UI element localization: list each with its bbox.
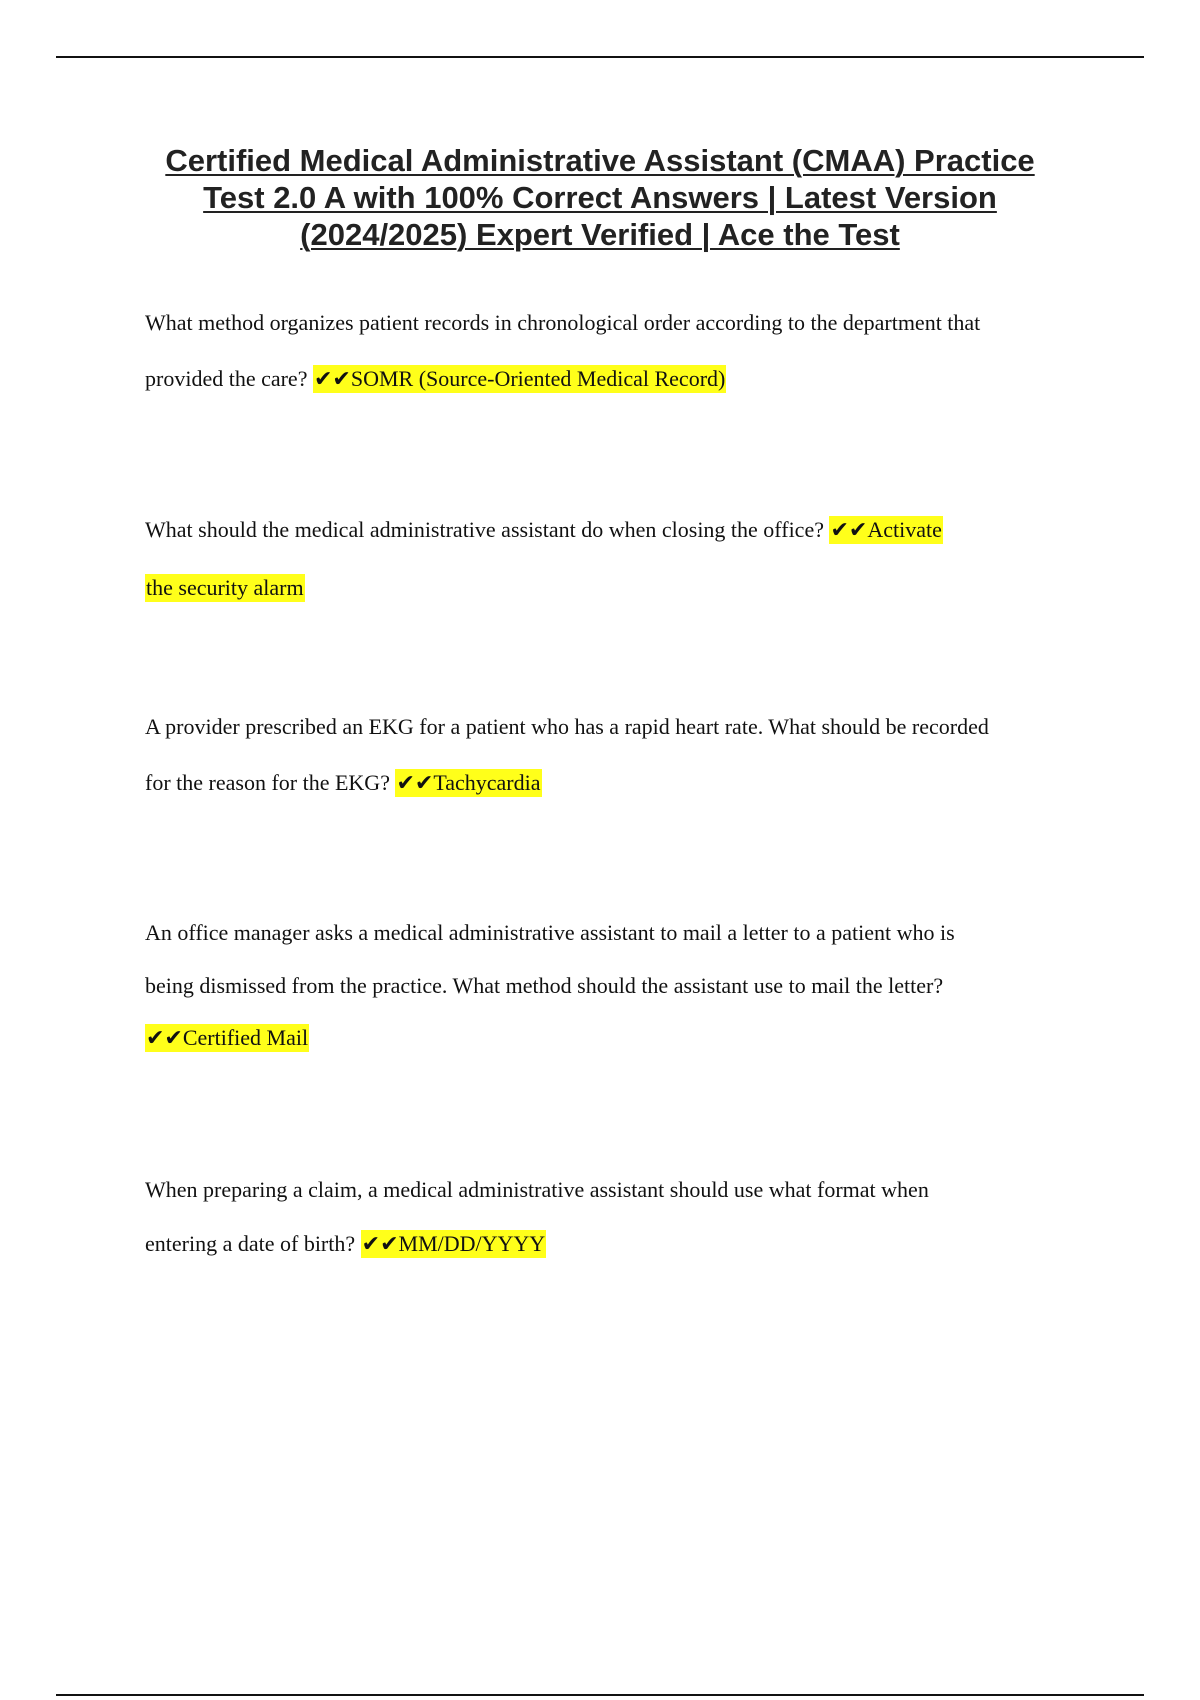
answer-continuation	[145, 573, 1075, 603]
question-text: A provider prescribed an EKG for a patient who has a rapid heart rate. What should be recorded	[145, 714, 989, 739]
answer-highlight: ✔✔SOMR (Source-Oriented Medical Record)	[313, 366, 726, 391]
answer-highlight: ✔✔Activate	[830, 517, 942, 542]
answer-highlight: the security alarm	[146, 575, 304, 600]
question-text: What should the medical administrative assistant do when closing the office? ✔✔Activate	[145, 517, 942, 542]
question-block	[145, 308, 1075, 394]
title-line: Test 2.0 A with 100% Correct Answers | Latest Version	[203, 180, 997, 215]
header-rule	[56, 56, 1144, 58]
question-block	[145, 1175, 1075, 1259]
answer-highlight: ✔✔Certified Mail	[146, 1025, 309, 1050]
question-block	[145, 515, 1075, 603]
question-text: When preparing a claim, a medical administrative assistant should use what format when	[145, 1177, 929, 1202]
document-title	[120, 142, 1080, 253]
answer-highlight: ✔✔Tachycardia	[396, 770, 541, 795]
question-text: provided the care? ✔✔SOMR (Source-Oriented Medical Record)	[145, 366, 726, 391]
title-line: Certified Medical Administrative Assistant (CMAA) Practice	[165, 143, 1035, 178]
question-text: being dismissed from the practice. What method should the assistant use to mail the letter?	[145, 973, 944, 998]
answer-highlight: ✔✔MM/DD/YYYY	[361, 1231, 546, 1256]
question-text: What method organizes patient records in chronological order according to the department that	[145, 310, 981, 335]
question-text: entering a date of birth? ✔✔MM/DD/YYYY	[145, 1231, 546, 1256]
question-text: An office manager asks a medical administrative assistant to mail a letter to a patient who is	[145, 920, 955, 945]
title-line: (2024/2025) Expert Verified | Ace the Test	[300, 217, 900, 252]
question-text: for the reason for the EKG? ✔✔Tachycardia	[145, 770, 541, 795]
answer-line	[145, 1023, 1075, 1053]
question-block	[145, 712, 1075, 798]
footer-rule	[56, 1694, 1144, 1696]
question-block	[145, 918, 1075, 1053]
